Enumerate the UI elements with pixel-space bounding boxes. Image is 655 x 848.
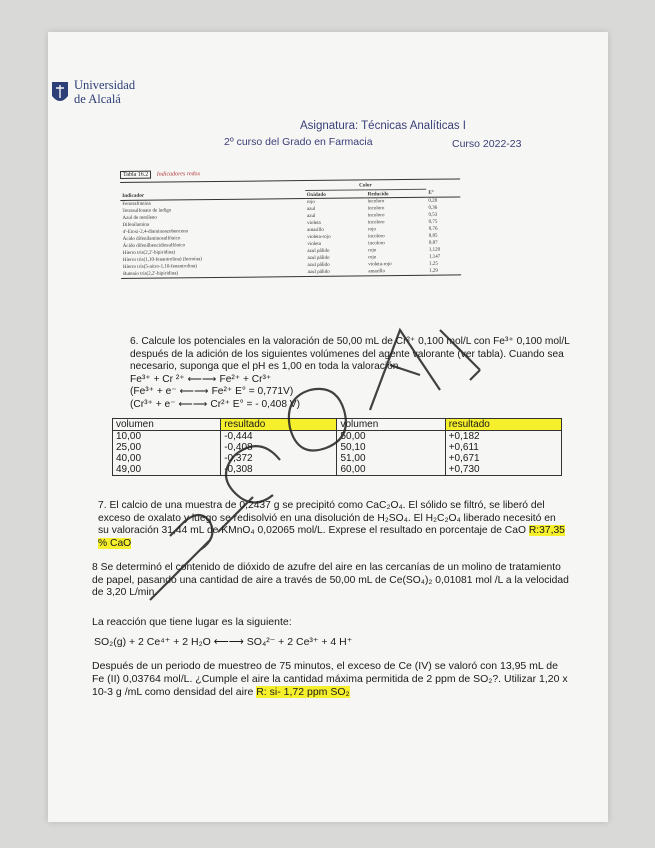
indicator-cell: incoloro bbox=[367, 206, 385, 212]
result-value: -0,308 bbox=[224, 464, 253, 475]
left-volumes-cell bbox=[113, 431, 221, 476]
university-shield-icon bbox=[50, 78, 70, 108]
result-value: -0,408 bbox=[224, 442, 253, 453]
indicator-cell: 1,29 bbox=[429, 268, 438, 274]
indicator-cell: incoloro bbox=[367, 234, 385, 240]
question-8-text-2: Después de un periodo de muestreo de 75 minutos, el exceso de Ce (IV) se valoró con 13,95 mL de Fe (II) 0,03764 mol/L. ¿Cumple el aire la cantidad máxima permitida de 2 ppm de SO₂?. Utilizar 1,20 x 10-3 g /mL como densidad del aire bbox=[92, 660, 568, 698]
result-value: 51,00 bbox=[340, 453, 366, 464]
column-header: E° bbox=[428, 189, 434, 197]
column-header: resultado bbox=[445, 419, 561, 431]
result-value: 40,00 bbox=[116, 453, 142, 464]
result-value: +0,611 bbox=[448, 442, 479, 453]
question-7-answer: R:37,35 % CaO bbox=[98, 525, 565, 549]
indicator-cell: 0,87 bbox=[428, 240, 438, 246]
indicator-cell: 0,85 bbox=[428, 233, 438, 239]
indicator-cell: Rutenio tris(2,2'-bipiridina) bbox=[123, 271, 179, 277]
result-value: +0,182 bbox=[448, 431, 480, 442]
column-header: Reducido bbox=[367, 190, 389, 197]
indicator-cell: 0,75 bbox=[428, 219, 438, 225]
indicator-cell: azul bbox=[306, 213, 316, 220]
results-header-row bbox=[113, 419, 562, 431]
question-8-continuation bbox=[92, 660, 572, 699]
column-header: resultado bbox=[221, 419, 337, 431]
column-header: Indicador bbox=[122, 192, 145, 200]
column-header: volumen bbox=[113, 419, 221, 431]
indicator-cell: amarillo bbox=[307, 227, 324, 234]
indicator-cell: Hierro tris(5-nitro-1,10-fenantrolina) bbox=[122, 264, 197, 270]
indicator-cell: rojo bbox=[367, 227, 377, 233]
results-values-row bbox=[113, 431, 562, 476]
indicator-cell: Hierro tris(1,10-fenantrolina) (ferroína) bbox=[122, 257, 202, 263]
result-value: 25,00 bbox=[116, 442, 142, 453]
reaction-label: La reacción que tiene lugar es la siguiente: bbox=[92, 616, 292, 628]
question-8-answer: R: si- 1,72 ppm SO₂ bbox=[256, 686, 350, 698]
indicator-cell: Hierro tris(2,2'-bipiridina) bbox=[122, 250, 176, 256]
result-value: +0,671 bbox=[448, 453, 480, 464]
indicator-table-body bbox=[120, 197, 461, 279]
indicator-cell: azul pálido bbox=[307, 255, 330, 262]
indicator-cell: azul pálido bbox=[307, 269, 330, 276]
indicator-cell: 1,147 bbox=[428, 254, 441, 260]
equation-overall: Fe³⁺ + Cr ²⁺ ⟵⟶ Fe²⁺ + Cr³⁺ bbox=[130, 373, 272, 385]
indicator-cell: violeta bbox=[307, 241, 321, 248]
university-logo bbox=[50, 78, 200, 108]
indicator-cell: incoloro bbox=[367, 213, 385, 219]
result-value: +0,730 bbox=[448, 464, 480, 475]
indicator-cell: 4'-Etoxi-2,4-diaminoazobenceno bbox=[122, 229, 189, 235]
result-value: 60,00 bbox=[340, 464, 366, 475]
results-table bbox=[112, 418, 562, 476]
indicator-cell: amarillo bbox=[368, 269, 386, 275]
indicator-cell: Azul de metileno bbox=[122, 215, 157, 221]
indicator-cell: azul pálido bbox=[307, 262, 330, 269]
question-7 bbox=[98, 500, 568, 550]
question-6 bbox=[130, 336, 570, 411]
indicator-cell: azul pálido bbox=[307, 248, 330, 255]
indicator-cell: 1,120 bbox=[428, 247, 441, 253]
table-caption-text: Indicadores redox bbox=[156, 171, 201, 178]
indicator-cell: 0,76 bbox=[428, 226, 438, 232]
indicator-cell: 0,36 bbox=[428, 205, 438, 211]
indicator-cell: Ácido difenilaminosulfónico bbox=[122, 236, 181, 242]
equation-fe: (Fe³⁺ + e⁻ ⟵⟶ Fe²⁺ E° = 0,771V) bbox=[130, 386, 294, 397]
color-header: Color bbox=[305, 179, 427, 190]
course-label: 2º curso del Grado en Farmacia bbox=[224, 136, 373, 148]
indicator-cell: rojo bbox=[368, 255, 377, 261]
year-label: Curso 2022-23 bbox=[452, 138, 522, 150]
indicator-table bbox=[120, 178, 461, 279]
indicator-cell: Ácido difenilbencidinsulfónico bbox=[122, 243, 186, 249]
indicator-cell: azul bbox=[306, 206, 316, 213]
result-value: 50,10 bbox=[340, 442, 366, 453]
indicator-cell: incoloro bbox=[367, 199, 385, 205]
result-value: 10,00 bbox=[116, 431, 142, 442]
indicator-cell: violeta-rojo bbox=[307, 234, 331, 241]
reaction-equation: SO₂(g) + 2 Ce⁴⁺ + 2 H₂O ⟵⟶ SO₄²⁻ + 2 Ce³⁺ + 4 H⁺ bbox=[94, 636, 353, 648]
indicator-cell: Tetrasulfonato de índigo bbox=[122, 208, 172, 214]
subject-title: Asignatura: Técnicas Analíticas I bbox=[300, 120, 466, 132]
result-value: -0,444 bbox=[224, 431, 253, 442]
indicator-table-figure bbox=[120, 168, 471, 279]
university-name-line1: Universidad bbox=[74, 78, 136, 92]
equation-cr: (Cr³⁺ + e⁻ ⟵⟶ Cr²⁺ E° = - 0,408 V) bbox=[130, 398, 300, 410]
question-6-text: 6. Calcule los potenciales en la valoración de 50,00 mL de Cr²⁺ 0,100 mol/L con Fe³⁺ 0,100 mol/L después de la adición de los siguientes volúmenes del agente valorante (ver tabla). Cuando sea necesario, suponga que el pH es 1,00 en toda la valoración. bbox=[130, 336, 570, 372]
result-value: 50,00 bbox=[340, 431, 366, 442]
right-results-cell bbox=[445, 431, 561, 476]
indicator-cell: 0,28 bbox=[428, 198, 438, 204]
university-name-line2: de Alcalá bbox=[74, 92, 121, 106]
indicator-cell: 0,53 bbox=[428, 212, 438, 218]
column-header: volumen bbox=[337, 419, 445, 431]
indicator-cell: incoloro bbox=[368, 241, 385, 247]
indicator-cell: violeta-rojo bbox=[368, 262, 392, 268]
indicator-cell: Fenosafranina bbox=[122, 201, 151, 207]
indicator-cell: rojo bbox=[306, 199, 315, 206]
indicator-cell: violeta bbox=[307, 220, 321, 227]
indicator-cell: 1,25 bbox=[429, 261, 438, 267]
table-tag: Tabla 16.2 bbox=[120, 171, 151, 179]
question-7-text: 7. El calcio de una muestra de 0,2437 g se precipitó como CaC₂O₄. El sólido se filtró, se liberó del exceso de oxalato y luego se redisolvió en una disolución de H₂SO₄. El H₂C₂O₄ liberado necesitó en su valoración 31,44 mL de KMnO₄ 0,02065 mol/L. Exprese el resultado en porcentaje de CaO bbox=[98, 500, 556, 536]
indicator-cell: rojo bbox=[368, 248, 377, 254]
indicator-cell: incoloro bbox=[367, 220, 385, 226]
left-results-cell bbox=[221, 431, 337, 476]
right-volumes-cell bbox=[337, 431, 445, 476]
question-8 bbox=[92, 562, 570, 600]
question-8-text: 8 Se determinó el contenido de dióxido de azufre del aire en las cercanías de un molino de tratamiento de papel, pasando una cantidad de aire a través de 50,00 mL de Ce(SO₄)₂ 0,01081 mol /L a la velocidad de 3,20 L/min. bbox=[92, 562, 569, 598]
indicator-cell: Difenilamina bbox=[122, 222, 149, 228]
column-header: Oxidado bbox=[306, 191, 326, 198]
result-value: -0,372 bbox=[224, 453, 253, 464]
result-value: 49,00 bbox=[116, 464, 142, 475]
